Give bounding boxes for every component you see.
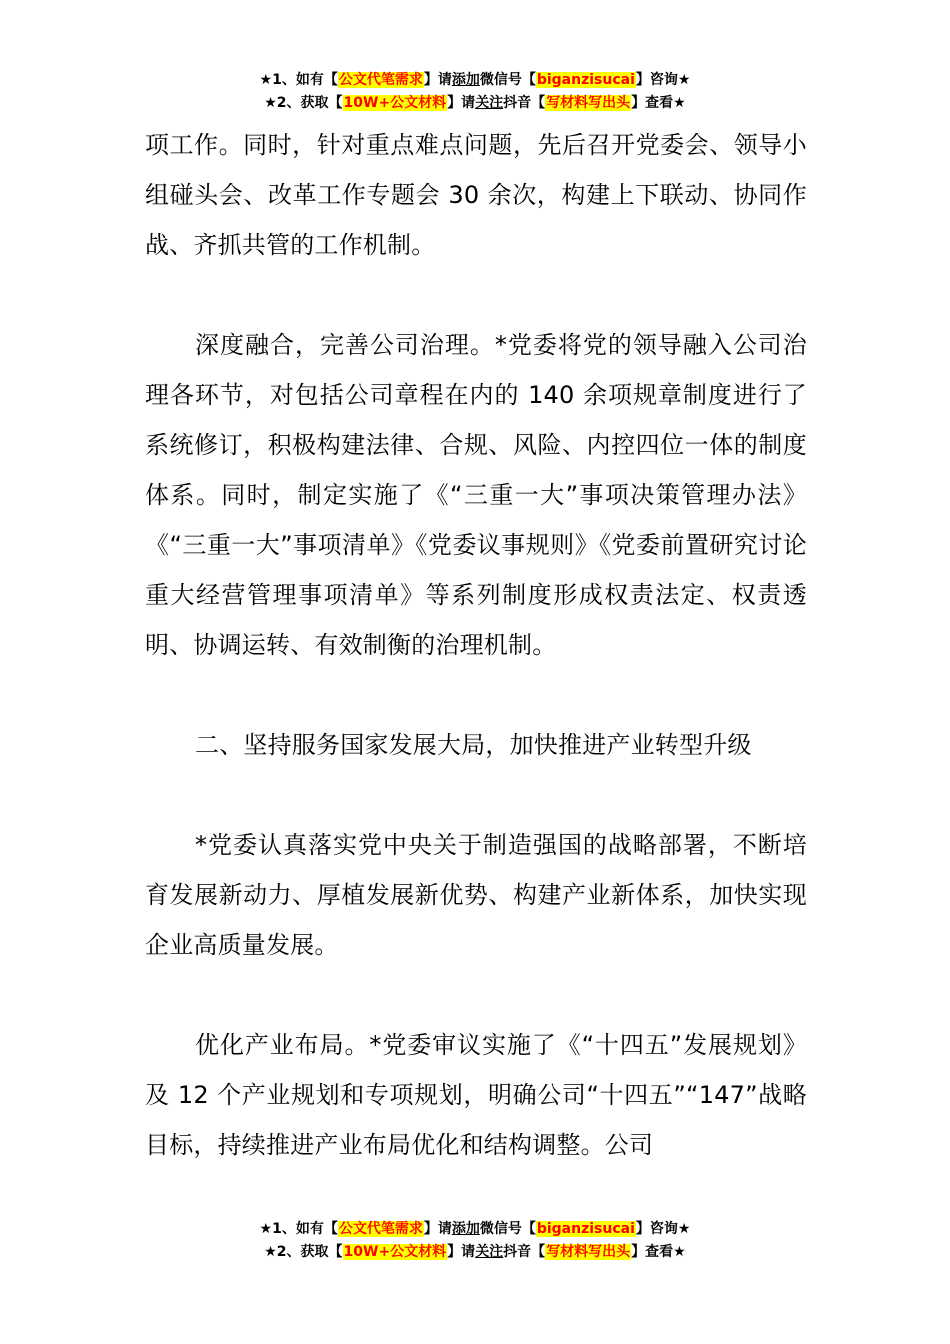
paragraph-industry-layout: 优化产业布局。*党委审议实施了《“十四五”发展规划》及 12 个产业规划和专项规划，明确公司“十四五”“147”战略目标，持续推进产业布局优化和结构调整。公司 — [145, 1031, 807, 1159]
banner-text: ★1、如有【 — [259, 72, 338, 88]
banner-text: 】查看★ — [631, 1244, 686, 1260]
banner-highlight: 写材料写出头 — [546, 1244, 631, 1260]
banner-text: 微信号【 — [479, 72, 536, 88]
banner-highlight: biganzisucai — [536, 1221, 635, 1237]
banner-text: 】请 — [423, 72, 452, 88]
banner-underline: 关注 — [475, 95, 504, 111]
banner-line-1 — [0, 1218, 950, 1241]
banner-line-2 — [0, 92, 950, 115]
banner-underline: 添加 — [451, 1221, 480, 1237]
paragraph-governance: 深度融合，完善公司治理。*党委将党的领导融入公司治理各环节，对包括公司章程在内的 140 余项规章制度进行了系统修订，积极构建法律、合规、风险、内控四位一体的制度体系。同时，制定实施了《“三重一大”事项决策管理办法》《“三重一大”事项清单》《党委议事规则》《党委前置研究讨论重大经营管理事项清单》等系列制度形成权责法定、权责透明、协调运转、有效制衡的治理机制。 — [145, 331, 807, 659]
top-banner — [0, 69, 950, 115]
banner-text: ★1、如有【 — [259, 1221, 338, 1237]
banner-text: ★2、获取【 — [264, 1244, 343, 1260]
banner-text: ★2、获取【 — [264, 95, 343, 111]
banner-text: 】咨询★ — [635, 1221, 691, 1237]
banner-text: 】请 — [447, 1244, 476, 1260]
paragraph-strategy: *党委认真落实党中央关于制造强国的战略部署，不断培育发展新动力、厚植发展新优势、构建产业新体系，加快实现企业高质量发展。 — [145, 831, 807, 959]
banner-highlight: biganzisucai — [536, 72, 635, 88]
banner-text: 】咨询★ — [635, 72, 691, 88]
banner-highlight: 公文代笔需求 — [338, 72, 423, 88]
banner-line-2 — [0, 1241, 950, 1264]
banner-text: 抖音【 — [503, 1244, 546, 1260]
banner-text: 】查看★ — [631, 95, 686, 111]
banner-line-1 — [0, 69, 950, 92]
banner-text: 】请 — [423, 1221, 452, 1237]
banner-highlight: 公文代笔需求 — [338, 1221, 423, 1237]
banner-text: 抖音【 — [503, 95, 546, 111]
banner-underline: 关注 — [475, 1244, 504, 1260]
banner-highlight: 10W+公文材料 — [343, 1244, 447, 1260]
bottom-banner — [0, 1218, 950, 1264]
paragraph-continuation: 项工作。同时，针对重点难点问题，先后召开党委会、领导小组碰头会、改革工作专题会 30 余次，构建上下联动、协同作战、齐抓共管的工作机制。 — [145, 131, 807, 259]
section-heading: 二、坚持服务国家发展大局，加快推进产业转型升级 — [195, 731, 752, 759]
document-body — [145, 120, 807, 1170]
banner-text: 微信号【 — [479, 1221, 536, 1237]
banner-underline: 添加 — [451, 72, 480, 88]
banner-highlight: 写材料写出头 — [546, 95, 631, 111]
banner-text: 】请 — [447, 95, 476, 111]
banner-highlight: 10W+公文材料 — [343, 95, 447, 111]
